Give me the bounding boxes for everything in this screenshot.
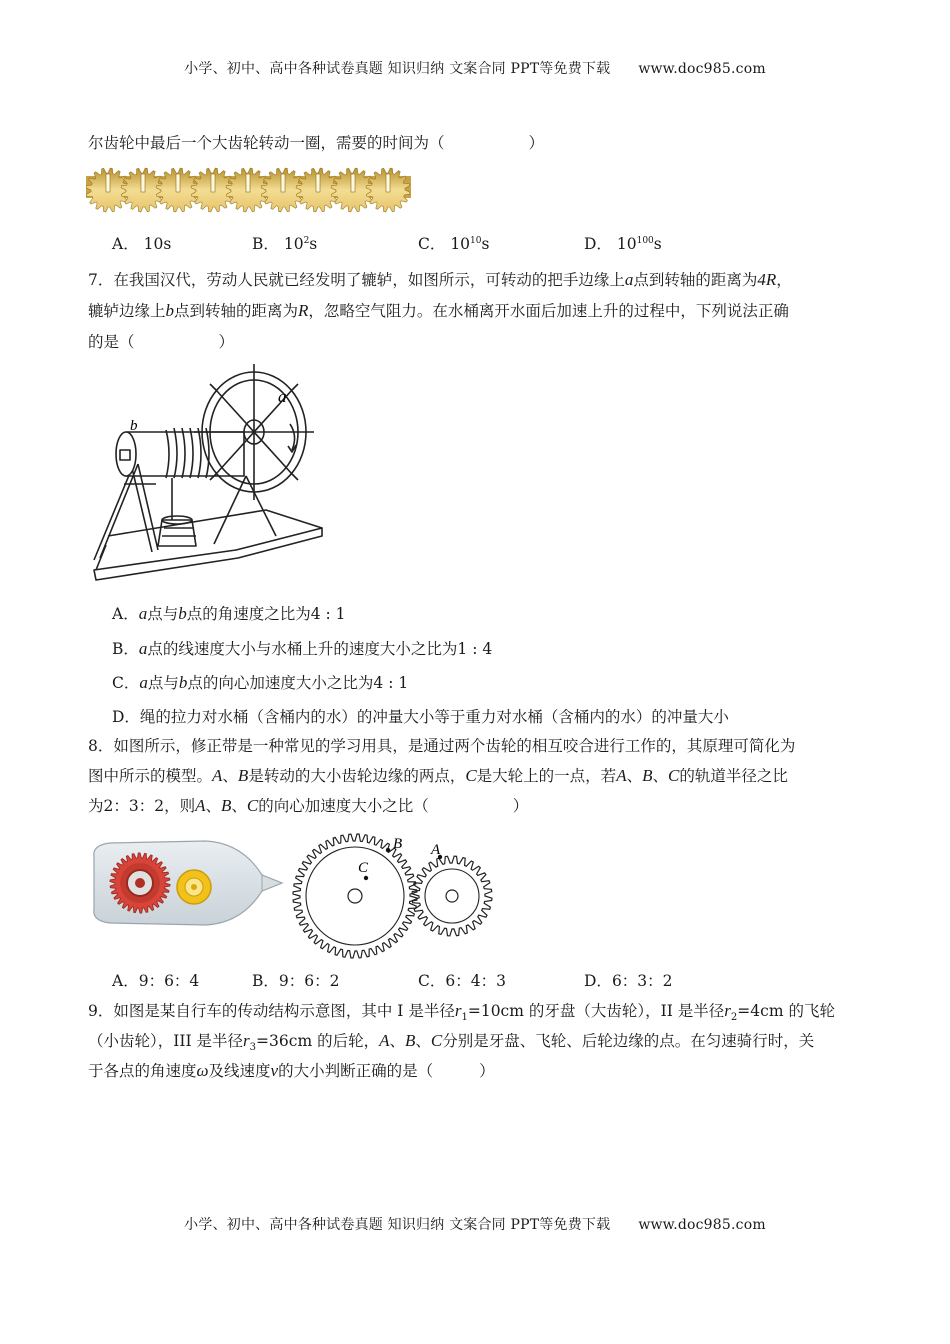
- q8-line-2: 图中所示的模型。A、B是转动的大小齿轮边缘的两点，C是大轮上的一点，若A、B、C的轨道半径之比: [88, 766, 788, 785]
- footer-url[interactable]: www.doc985.com: [638, 1217, 766, 1233]
- q7-line-3: 的是（ ）: [88, 333, 235, 351]
- q8-line-3: 为2：3：2，则A、B、C的向心加速度大小之比（ ）: [88, 796, 529, 815]
- gear-strip-axle: [316, 174, 320, 192]
- gear-inner-ring: [425, 869, 479, 923]
- gear-strip-axle: [176, 174, 180, 192]
- q7-option-b: B．a点的线速度大小与水桶上升的速度大小之比为1 : 4: [112, 639, 493, 658]
- q8-line-1: 8．如图所示，修正带是一种常见的学习用具，是通过两个齿轮的相互咬合进行工作的，其原理可简化为: [88, 737, 796, 755]
- label-A: A: [431, 842, 441, 858]
- page-header: [0, 58, 950, 78]
- footer-text: 小学、初中、高中各种试卷真题 知识归纳 文案合同 PPT等免费下载: [184, 1217, 611, 1233]
- gear-teeth-outline: [412, 856, 492, 936]
- gear-teeth-outline: [293, 834, 417, 958]
- q6-option-d: D． $10^{100}s$: [584, 235, 662, 253]
- gear-diagram: [290, 830, 500, 962]
- q8-option-a: A．9：6：4: [112, 972, 200, 990]
- q6-text: [88, 132, 544, 154]
- gear-strip-axle: [351, 174, 355, 192]
- label-b: b: [130, 418, 138, 434]
- windlass-figure: [86, 360, 326, 588]
- header-text: 小学、初中、高中各种试卷真题 知识归纳 文案合同 PPT等免费下载: [184, 61, 611, 77]
- small-gear-hub: [446, 890, 458, 902]
- q8-option-c: C．6：4：3: [418, 972, 506, 990]
- label-B: B: [393, 836, 403, 852]
- q6-option-c: C． $10^{10}s$: [418, 235, 490, 253]
- q9-line-1: 9．如图是某自行车的传动结构示意图，其中 I 是半径$r_1=10cm$ 的牙盘（大齿轮），II 是半径$r_2=4cm$ 的飞轮: [88, 1001, 835, 1024]
- q6-option-a: A． 10s: [112, 235, 172, 253]
- q7-option-a: A．a点与b点的角速度之比为4 : 1: [112, 604, 346, 623]
- gear-strip-axle: [386, 174, 390, 192]
- gear-strip-axle: [281, 174, 285, 192]
- correction-tape-figure: [86, 835, 286, 931]
- q8-option-d: D．6：3：2: [584, 972, 673, 990]
- q6-option-b: B． $10^2s$: [252, 235, 318, 253]
- big-gear-hub: [348, 889, 362, 903]
- q9-line-2: （小齿轮），III 是半径$r_3=36cm$ 的后轮，A、B、C分别是牙盘、飞轮、后轮边缘的点。在匀速骑行时，关: [88, 1031, 815, 1054]
- page-footer: [0, 1214, 950, 1234]
- gear-inner-ring: [306, 847, 404, 945]
- header-url[interactable]: www.doc985.com: [638, 61, 766, 77]
- q7-line-1: 7．在我国汉代，劳动人民就已经发明了辘轳，如图所示，可转动的把手边缘上a点到转轴的距离为4R，: [88, 270, 792, 289]
- point-c: [364, 876, 368, 880]
- label-a: a: [278, 387, 287, 406]
- small-gear: [412, 856, 492, 936]
- label-C: C: [358, 860, 369, 876]
- big-gear: [293, 834, 417, 958]
- q7-line-2: 辘轳边缘上b点到转轴的距离为R，忽略空气阻力。在水桶离开水面后加速上升的过程中，下列说法正确: [88, 301, 789, 320]
- q8-option-b: B．9：6：2: [252, 972, 340, 990]
- q6-tail: 尔齿轮中最后一个大齿轮转动一圈，需要的时间为（: [88, 134, 445, 152]
- gear-train-figure: [86, 160, 411, 220]
- q6-close: ）: [528, 134, 545, 152]
- q9-line-3: 于各点的角速度ω及线速度v的大小判断正确的是（ ）: [88, 1061, 495, 1080]
- gear-strip-axle: [106, 174, 110, 192]
- q7-option-c: C．a点与b点的向心加速度大小之比为4 : 1: [112, 673, 409, 692]
- point-b: [386, 848, 390, 852]
- gear-strip-axle: [211, 174, 215, 192]
- q7-option-d: D．绳的拉力对水桶（含桶内的水）的冲量大小等于重力对水桶（含桶内的水）的冲量大小: [112, 708, 729, 726]
- gear-strip-axle: [141, 174, 145, 192]
- gear-strip-axle: [246, 174, 250, 192]
